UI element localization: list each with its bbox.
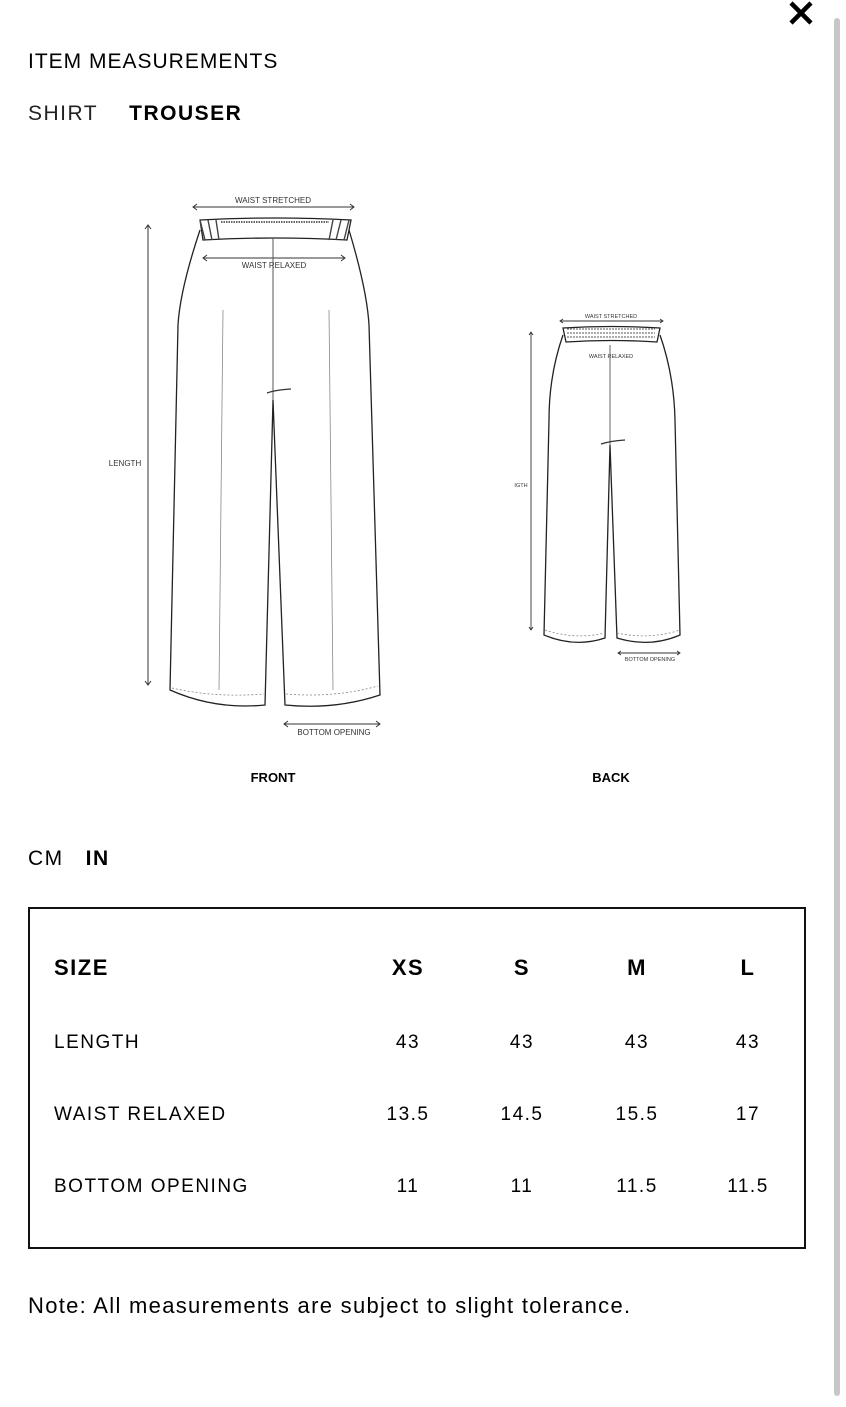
front-caption: FRONT [250,770,296,785]
row-label: WAIST RELAXED [54,1104,227,1125]
cell-value: 43 [624,1032,650,1053]
cell-value: 14.5 [500,1104,544,1125]
back-view [514,314,680,785]
trouser-diagram [35,150,805,820]
table-row [30,1176,804,1206]
tolerance-note: Note: All measurements are subject to slight tolerance. [28,1293,632,1318]
unit-toggle [28,847,132,871]
modal-title: ITEM MEASUREMENTS [28,50,279,73]
row-label: LENGTH [54,1032,141,1053]
header-size: SIZE [54,955,109,980]
table-row [30,1104,804,1134]
close-button[interactable] [784,0,818,28]
back-bottom-opening-label: BOTTOM OPENING [624,657,676,663]
cell-value: 13.5 [386,1104,430,1125]
cell-value: 17 [735,1104,761,1125]
row-label: BOTTOM OPENING [54,1176,249,1197]
close-icon [787,0,815,28]
cell-value: 11 [396,1176,420,1197]
unit-in[interactable]: IN [85,847,110,870]
measurements-table [28,907,806,1249]
cell-value: 11.5 [727,1176,769,1197]
tab-shirt[interactable]: SHIRT [28,102,99,125]
front-waist-relaxed-label: WAIST RELAXED [241,261,307,270]
header-xs: XS [391,955,425,980]
cell-value: 11 [510,1176,534,1197]
front-bottom-opening-label: BOTTOM OPENING [297,728,371,737]
back-caption: BACK [592,770,630,785]
tab-trouser[interactable]: TROUSER [129,102,243,125]
cell-value: 43 [509,1032,535,1053]
front-view [109,196,380,785]
table-row [30,1032,804,1062]
cell-value: 11.5 [616,1176,658,1197]
unit-cm[interactable]: CM [28,847,64,870]
garment-tabs [28,102,273,126]
front-waist-stretched-label: WAIST STRETCHED [234,196,312,205]
table-header-row [30,955,804,985]
header-m: M [627,955,647,980]
scrollbar[interactable] [834,18,840,1396]
back-length-label: IGTH [514,483,528,489]
back-waist-stretched-label: WAIST STRETCHED [584,314,638,320]
header-s: S [513,955,531,980]
cell-value: 15.5 [615,1104,659,1125]
front-length-label: LENGTH [108,459,142,468]
header-l: L [740,955,756,980]
back-waist-relaxed-label: WAIST RELAXED [588,354,634,360]
cell-value: 43 [735,1032,761,1053]
cell-value: 43 [395,1032,421,1053]
